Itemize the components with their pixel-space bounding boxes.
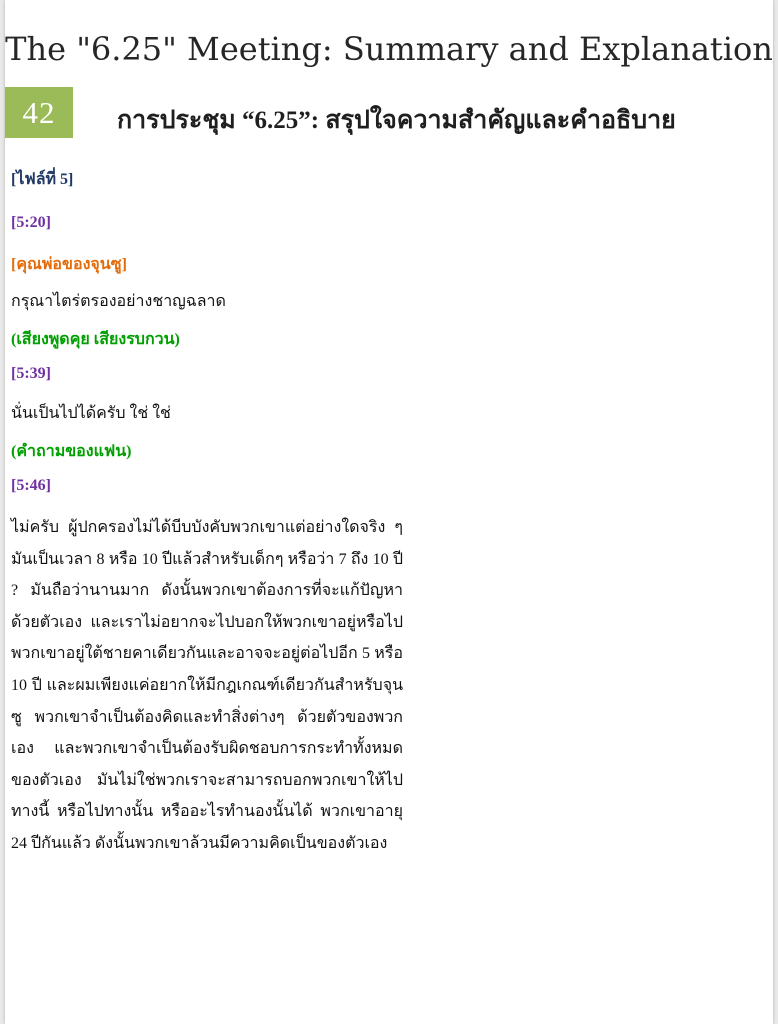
page-number-badge: 42 — [5, 87, 73, 138]
speaker-label: [คุณพ่อของจุนซู] — [11, 256, 127, 273]
sound-note: (เสียงพูดคุย เสียงรบกวน) — [11, 331, 180, 348]
transcript-paragraph: ไม่ครับ ผู้ปกครองไม่ได้บีบบังคับพวกเขาแต่อย่างใดจริง ๆ มันเป็นเวลา 8 หรือ 10 ปีแล้วสำหรับเด็กๆ หรือว่า 7 ถึง 10 ปี ? มันถือว่านานมาก ดังนั้นพวกเขาต้องการที่จะแก้ปัญหาด้วยตัวเอง และเราไม่อยากจะไปบอกให้พวกเขาอยู่หรือไป พวกเขาอยู่ใต้ชายคาเดียวกันและอาจจะอยู่ต่อไปอีก 5 หรือ 10 ปี และผมเพียงแค่อยากให้มีกฎเกณฑ์เดียวกันสำหรับจุนซู พวกเขาจำเป็นต้องคิดและทำสิ่งต่างๆ ด้วยตัวของพวกเอง และพวกเขาจำเป็นต้องรับผิดชอบการกระทำทั้งหมดของตัวเอง มันไม่ใช่พวกเราจะสามารถบอกพวกเขาให้ไปทางนี้ หรือไปทางนั้น หรืออะไรทำนองนั้นได้ พวกเขาอายุ 24 ปีกันแล้ว ดังนั้นพวกเขาล้วนมีความคิดเป็นของตัวเอง — [11, 519, 403, 852]
question-note: (คำถามของแฟน) — [11, 443, 132, 460]
timestamp: [5:20] — [11, 214, 51, 231]
timestamp: [5:39] — [11, 365, 51, 382]
transcript-line: กรุณาไตร่ตรองอย่างชาญฉลาด — [11, 293, 226, 310]
file-reference: [ไฟล์ที่ 5] — [11, 171, 74, 188]
thai-heading: การประชุม “6.25”: สรุปใจความสำคัญและคำอธิบาย — [117, 107, 676, 134]
timestamp: [5:46] — [11, 477, 51, 494]
slide — [5, 0, 773, 1024]
transcript-line: นั่นเป็นไปได้ครับ ใช่ ใช่ — [11, 405, 171, 422]
slide-title: The "6.25" Meeting: Summary and Explanation — [5, 30, 773, 68]
